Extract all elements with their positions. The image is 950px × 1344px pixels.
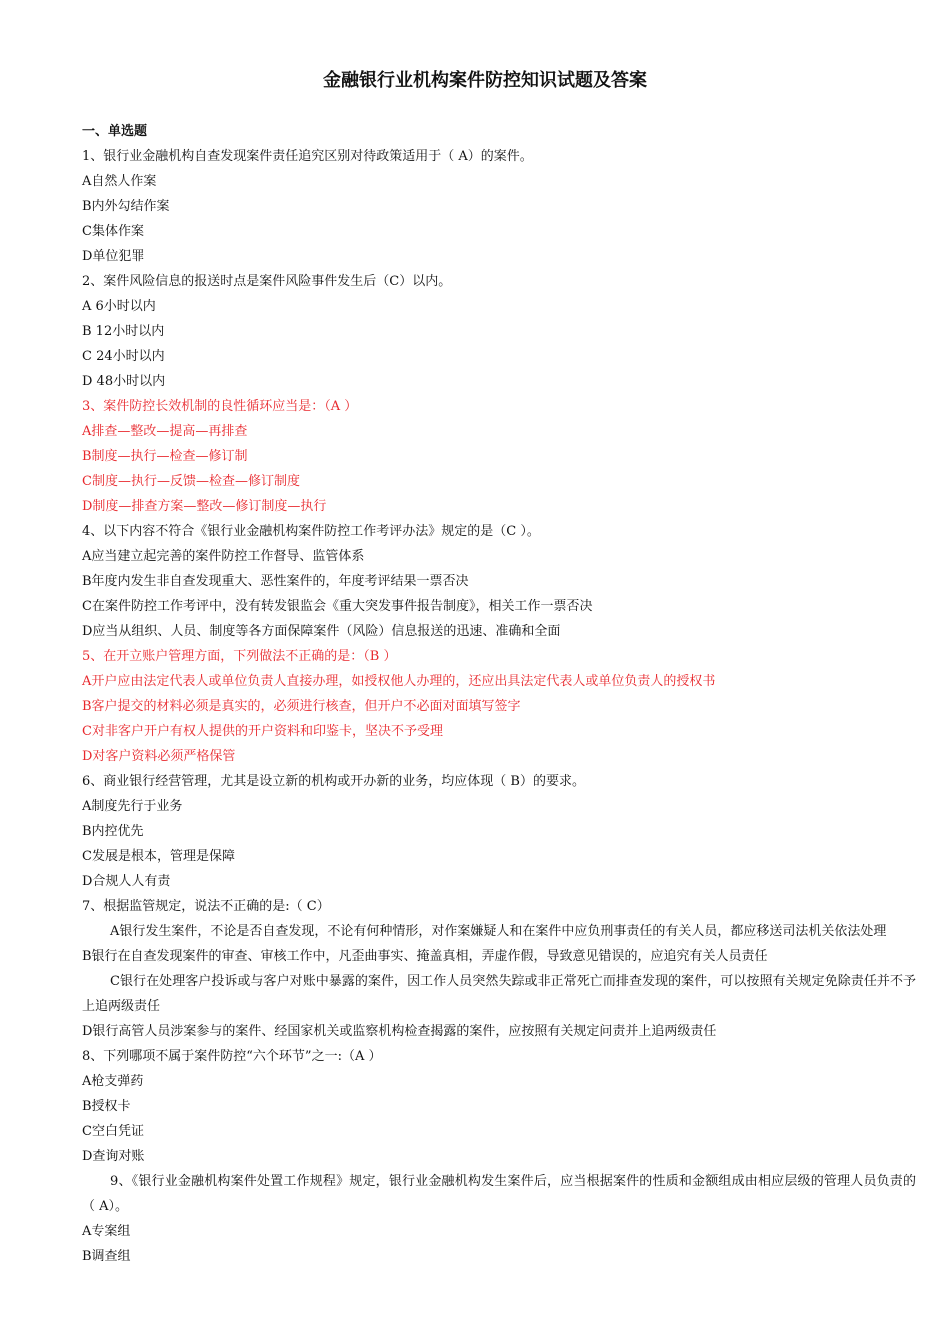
- text-line: 1、银行业金融机构自查发现案件责任追究区别对待政策适用于（ A）的案件。: [82, 149, 533, 164]
- text-line: A制度先行于业务: [82, 799, 183, 814]
- text-line: A 6小时以内: [82, 299, 156, 314]
- q7-option-c: C银行在处理客户投诉或与客户对账中暴露的案件，因工作人员突然失踪或非正常死亡而排查发现的案件，可以按照有关规定免除责任并不予上追两级责任: [82, 974, 916, 1014]
- document-body: [54, 144, 916, 1269]
- q7-option-b: B银行在自查发现案件的审查、审核工作中，凡歪曲事实、掩盖真相，弄虚作假，导致意见错误的，应追究有关人员责任: [82, 949, 768, 964]
- text-line: A枪支弹药: [82, 1074, 144, 1089]
- text-line: C空白凭证: [82, 1124, 144, 1139]
- text-line: 5、在开立账户管理方面，下列做法不正确的是：（B ）: [82, 649, 397, 664]
- section-heading: 一、单选题: [82, 124, 148, 139]
- text-line: A应当建立起完善的案件防控工作督导、监管体系: [82, 549, 365, 564]
- text-line: A开户应由法定代表人或单位负责人直接办理，如授权他人办理的，还应出具法定代表人或单位负责人的授权书: [82, 674, 716, 689]
- q7-option-d: D银行高管人员涉案参与的案件、经国家机关或监察机构检查揭露的案件，应按照有关规定问责并上追两级责任: [82, 1024, 717, 1039]
- text-line: B内控优先: [82, 824, 144, 839]
- document-title: 金融银行业机构案件防控知识试题及答案: [323, 70, 647, 91]
- text-line: B内外勾结作案: [82, 199, 170, 214]
- text-line: C 24小时以内: [82, 349, 165, 364]
- question-lines: [54, 144, 916, 919]
- text-line: D合规人人有责: [82, 874, 171, 889]
- text-line: B客户提交的材料必须是真实的，必须进行核查，但开户不必面对面填写签字: [82, 699, 521, 714]
- q9-option-a: A专案组: [82, 1224, 131, 1239]
- text-line: C在案件防控工作考评中，没有转发银监会《重大突发事件报告制度》，相关工作一票否决: [82, 599, 593, 614]
- text-line: A自然人作案: [82, 174, 157, 189]
- text-line: D单位犯罪: [82, 249, 145, 264]
- text-line: D 48小时以内: [82, 374, 166, 389]
- text-line: 8、下列哪项不属于案件防控“六个环节”之一:（A ）: [82, 1049, 382, 1064]
- text-line: D对客户资料必须严格保管: [82, 749, 236, 764]
- text-line: D应当从组织、人员、制度等各方面保障案件（风险）信息报送的迅速、准确和全面: [82, 624, 561, 639]
- text-line: 7、根据监管规定，说法不正确的是:（ C）: [82, 899, 330, 914]
- q7-option-a: A银行发生案件，不论是否自查发现，不论有何种情形，对作案嫌疑人和在案件中应负刑事责任的有关人员，都应移送司法机关依法处理: [110, 924, 887, 939]
- text-line: 4、以下内容不符合《银行业金融机构案件防控工作考评办法》规定的是（C ）。: [82, 524, 540, 539]
- text-line: C发展是根本，管理是保障: [82, 849, 235, 864]
- text-line: 3、案件防控长效机制的良性循环应当是：（A ）: [82, 399, 358, 414]
- text-line: D制度—排查方案—整改—修订制度—执行: [82, 499, 327, 514]
- text-line: B制度—执行—检查—修订制: [82, 449, 248, 464]
- q9-stem: 9、《银行业金融机构案件处置工作规程》规定，银行业金融机构发生案件后，应当根据案件的性质和金额组成由相应层级的管理人员负责的（ A）。: [82, 1174, 916, 1214]
- text-line: C对非客户开户有权人提供的开户资料和印鉴卡，坚决不予受理: [82, 724, 443, 739]
- text-line: D查询对账: [82, 1149, 145, 1164]
- text-line: 2、案件风险信息的报送时点是案件风险事件发生后（C）以内。: [82, 274, 452, 289]
- text-line: 6、商业银行经营管理，尤其是设立新的机构或开办新的业务，均应体现（ B）的要求。: [82, 774, 585, 789]
- text-line: B 12小时以内: [82, 324, 165, 339]
- text-line: B年度内发生非自查发现重大、恶性案件的，年度考评结果一票否决: [82, 574, 469, 589]
- text-line: B授权卡: [82, 1099, 131, 1114]
- text-line: C集体作案: [82, 224, 144, 239]
- q9-option-b: B调查组: [82, 1249, 131, 1264]
- text-line: C制度—执行—反馈—检查—修订制度: [82, 474, 300, 489]
- text-line: A排查—整改—提高—再排查: [82, 424, 248, 439]
- question-lines-2: [54, 1044, 916, 1169]
